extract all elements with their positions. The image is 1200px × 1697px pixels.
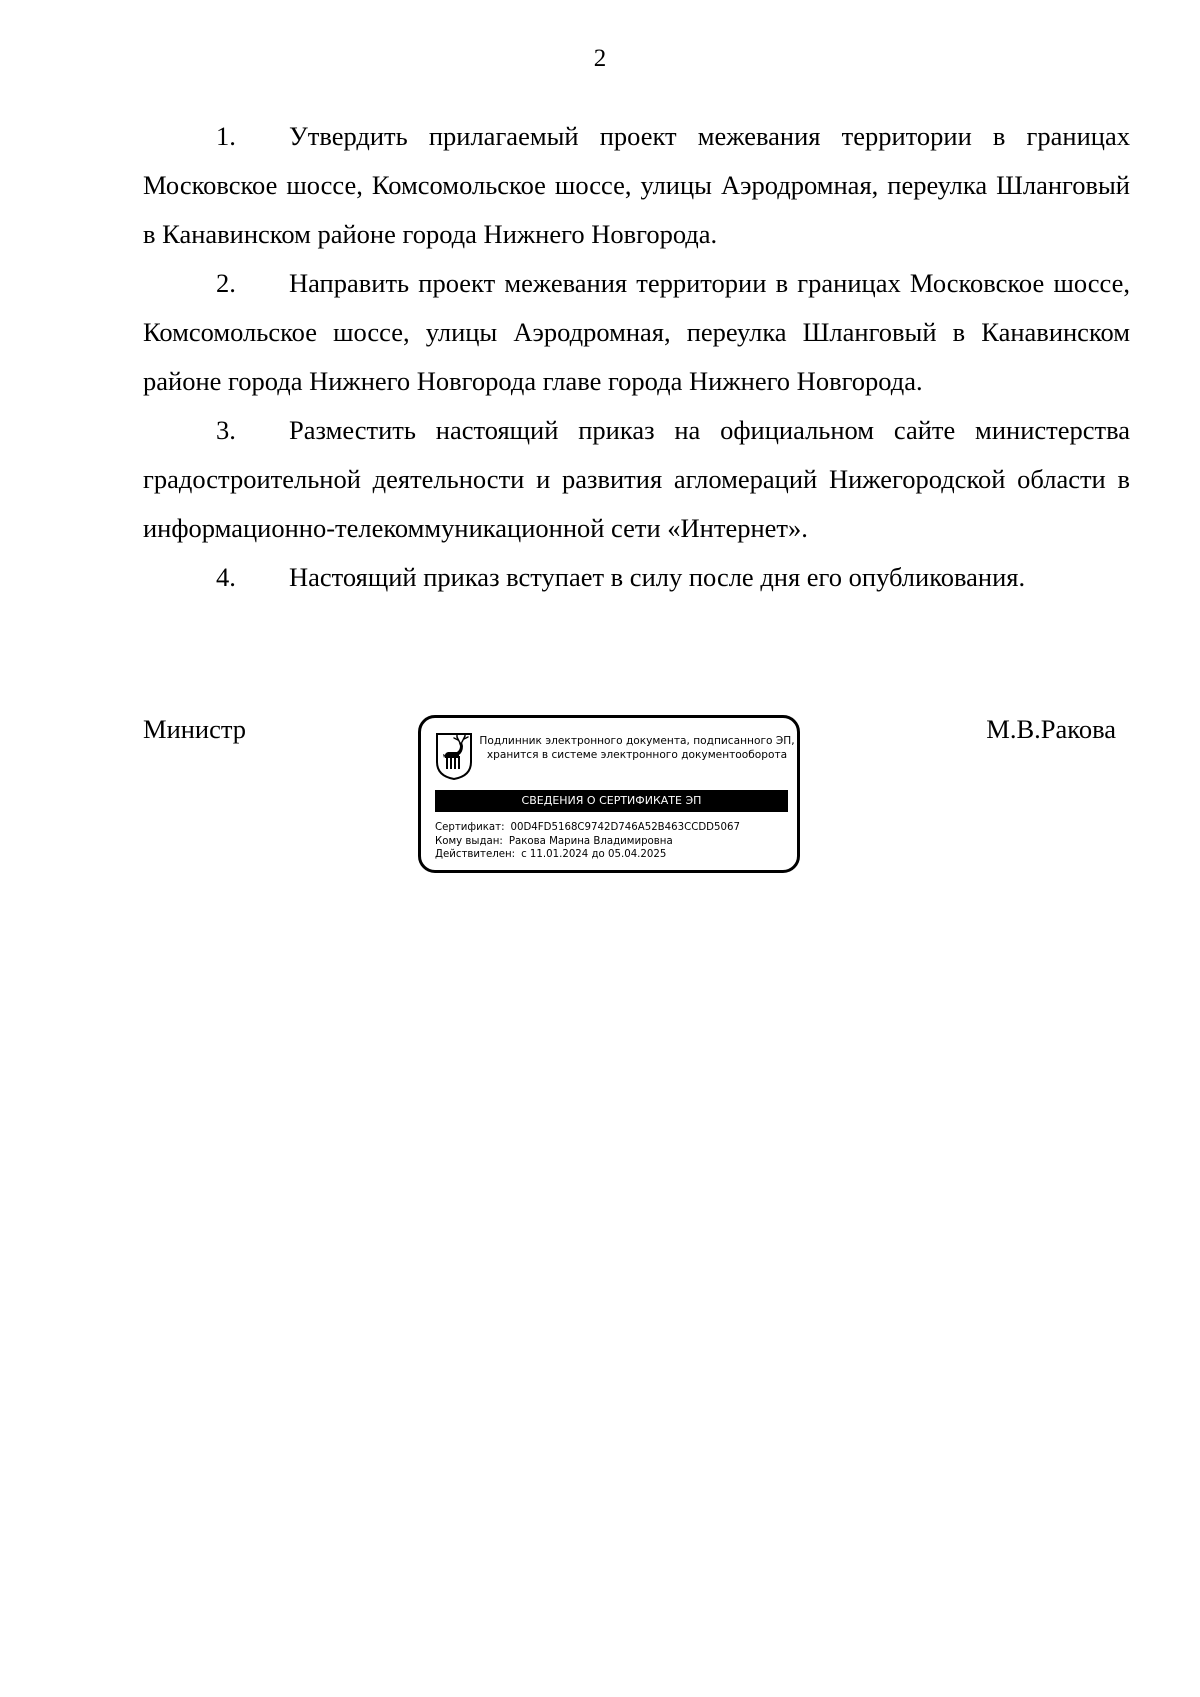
- item-text: Направить проект межевания территории в границах Московское шоссе, Комсомольское шоссе, улицы Аэродромная, переулка Шланговый в Канавинском районе города Нижнего Новгорода главе города Нижнего Новгорода.: [143, 268, 1130, 396]
- certificate-label: Сертификат:: [435, 822, 505, 833]
- document-body: [143, 112, 1130, 602]
- validity-label: Действителен:: [435, 849, 516, 860]
- certificate-value: 00D4FD5168C9742D746A52B463CCDD5067: [510, 822, 740, 833]
- certificate-info-bar: СВЕДЕНИЯ О СЕРТИФИКАТЕ ЭП: [435, 790, 788, 812]
- stamp-heading-line: хранится в системе электронного документооборота: [486, 749, 788, 761]
- item-text: Утвердить прилагаемый проект межевания территории в границах Московское шоссе, Комсомольское шоссе, улицы Аэродромная, переулка Шланговый в Канавинском районе города Нижнего Новгорода.: [143, 121, 1130, 249]
- validity-row: [435, 848, 740, 862]
- item-number: 3.: [216, 415, 236, 445]
- electronic-signature-stamp: [418, 715, 800, 873]
- signatory-name: М.В.Ракова: [986, 714, 1116, 744]
- stamp-heading-line: Подлинник электронного документа, подписанного ЭП,: [479, 735, 795, 747]
- item-number: 2.: [216, 268, 236, 298]
- order-item-4: [143, 553, 1130, 602]
- page-number: 2: [593, 45, 607, 72]
- order-item-3: [143, 406, 1130, 553]
- item-text: Разместить настоящий приказ на официальном сайте министерства градостроительной деятельности и развития агломераций Нижегородской области в информационно-телекоммуникационной сети «Интернет».: [143, 415, 1130, 543]
- item-number: 1.: [216, 121, 236, 151]
- item-number: 4.: [216, 562, 236, 592]
- certificate-details: [435, 821, 740, 862]
- validity-value: с 11.01.2024 до 05.04.2025: [521, 849, 667, 860]
- certificate-row: [435, 821, 740, 835]
- signatory-position: Министр: [143, 714, 247, 744]
- stamp-heading: [479, 734, 795, 762]
- issued-to-value: Ракова Марина Владимировна: [508, 835, 673, 847]
- issued-to-label: Кому выдан:: [435, 835, 503, 847]
- order-item-1: [143, 112, 1130, 259]
- deer-emblem-icon: [435, 732, 473, 780]
- order-item-2: [143, 259, 1130, 406]
- issued-to-row: [435, 835, 740, 849]
- item-text: Настоящий приказ вступает в силу после дня его опубликования.: [289, 562, 1026, 592]
